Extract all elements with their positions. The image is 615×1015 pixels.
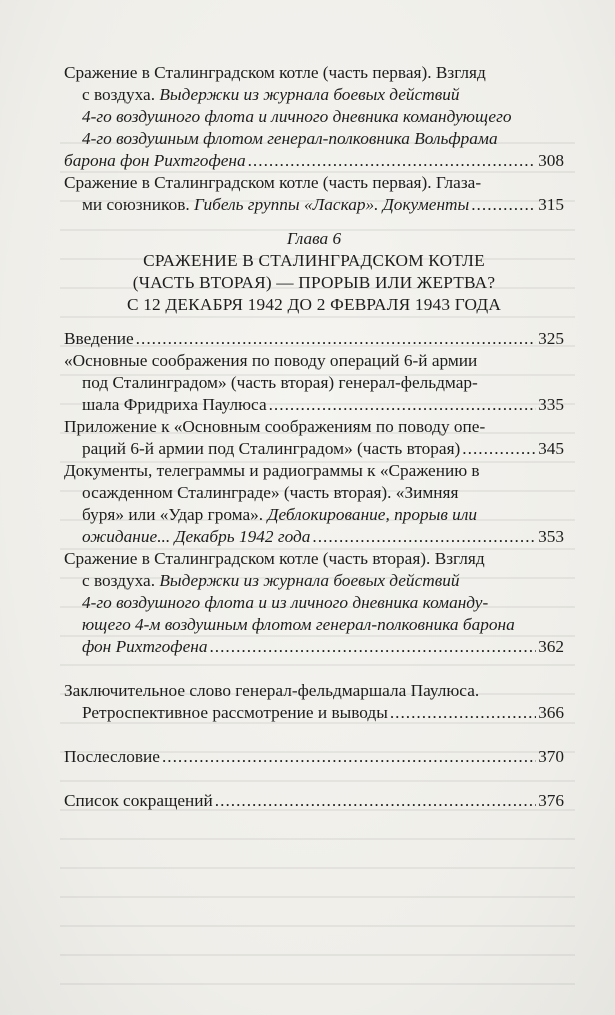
toc-entry-title xyxy=(82,636,207,658)
toc-entry[interactable] xyxy=(64,416,564,460)
toc-entry-line xyxy=(64,106,564,128)
toc-text: Выдержки из журнала боевых действий xyxy=(159,85,460,104)
toc-entry-title xyxy=(82,438,460,460)
toc-entry[interactable] xyxy=(64,790,564,812)
toc-text: под Сталинградом» (часть вторая) генерал-фельдмар- xyxy=(82,373,478,392)
page-number: 345 xyxy=(538,439,564,458)
toc-text: ющего 4-м воздушным флотом генерал-полковника барона xyxy=(82,615,515,634)
toc-text: буря» или «Удар грома». xyxy=(82,505,268,524)
toc-entry-line xyxy=(64,350,564,372)
toc-text: Ретроспективное рассмотрение и выводы xyxy=(82,703,388,722)
dot-leader xyxy=(269,394,536,416)
toc-entry-title xyxy=(82,194,469,216)
toc-text: 4-го воздушного флота и из личного дневника команду- xyxy=(82,593,489,612)
toc-entry-title xyxy=(64,150,246,172)
toc-entries-before-chapter xyxy=(64,62,564,216)
toc-text: раций 6-й армии под Сталинградом» (часть вторая) xyxy=(82,439,461,458)
toc-entry-title xyxy=(64,328,134,350)
dot-leader xyxy=(215,790,536,812)
toc-entry-title xyxy=(82,394,267,416)
toc-entry-leader-line xyxy=(64,438,564,460)
toc-entry[interactable] xyxy=(64,350,564,416)
page-number: 353 xyxy=(538,527,564,546)
dot-leader xyxy=(248,150,536,172)
dot-leader xyxy=(471,194,536,216)
page-number: 366 xyxy=(538,703,564,722)
toc-entry-leader-line xyxy=(64,394,564,416)
toc-text: Сражение в Сталинградском котле (часть вторая). Взгляд xyxy=(64,549,485,568)
toc-entry-title xyxy=(64,790,213,812)
toc-entry-leader-line xyxy=(64,328,564,350)
toc-text: ми союзников. xyxy=(82,195,195,214)
table-of-contents xyxy=(64,62,564,812)
dot-leader xyxy=(312,526,536,548)
toc-entry-line xyxy=(64,592,564,614)
toc-entry-line xyxy=(64,614,564,636)
toc-text: Сражение в Сталинградском котле (часть первая). Глаза- xyxy=(64,173,482,192)
page-number: 315 xyxy=(538,195,564,214)
toc-entry-line xyxy=(64,482,564,504)
toc-entry-leader-line xyxy=(64,636,564,658)
toc-text: Заключительное слово генерал-фельдмаршала Паулюса. xyxy=(64,681,480,700)
toc-entry-line xyxy=(64,372,564,394)
toc-entry-leader-line xyxy=(64,746,564,768)
toc-entry-line xyxy=(64,172,564,194)
toc-entry-title xyxy=(82,702,388,724)
toc-entry[interactable] xyxy=(64,172,564,216)
toc-entry[interactable] xyxy=(64,680,564,724)
toc-entry-line xyxy=(64,570,564,592)
page-number: 325 xyxy=(538,329,564,348)
toc-text: Приложение к «Основным соображениям по поводу опе- xyxy=(64,417,486,436)
toc-entry-leader-line xyxy=(64,702,564,724)
toc-text: с воздуха. xyxy=(82,85,160,104)
dot-leader xyxy=(462,438,536,460)
toc-text: Сражение в Сталинградском котле (часть первая). Взгляд xyxy=(64,63,486,82)
toc-entries-after-chapter xyxy=(64,328,564,812)
page-number: 376 xyxy=(538,791,564,810)
toc-entry-leader-line xyxy=(64,526,564,548)
toc-entry[interactable] xyxy=(64,548,564,658)
dot-leader xyxy=(162,746,536,768)
toc-entry[interactable] xyxy=(64,746,564,768)
page-number: 362 xyxy=(538,637,564,656)
toc-text: шала Фридриха Паулюса xyxy=(82,395,267,414)
chapter-title xyxy=(64,250,564,316)
toc-entry-leader-line xyxy=(64,790,564,812)
toc-text: Деблокирование, прорыв или xyxy=(267,505,477,524)
toc-text: «Основные соображения по поводу операций 6-й армии xyxy=(64,351,478,370)
toc-text: Выдержки из журнала боевых действий xyxy=(159,571,460,590)
toc-text: фон Рихтгофена xyxy=(82,637,208,656)
toc-entry-leader-line xyxy=(64,150,564,172)
toc-entry-line xyxy=(64,62,564,84)
toc-text: Послесловие xyxy=(64,747,160,766)
toc-entry[interactable] xyxy=(64,328,564,350)
toc-entry-leader-line xyxy=(64,194,564,216)
toc-entry[interactable] xyxy=(64,62,564,172)
toc-text: Введение xyxy=(64,329,134,348)
toc-entry-line xyxy=(64,504,564,526)
chapter-title-line: С 12 ДЕКАБРЯ 1942 ДО 2 ФЕВРАЛЯ 1943 ГОДА xyxy=(126,295,502,314)
toc-text: осажденном Сталинграде» (часть вторая). «Зимняя xyxy=(82,483,459,502)
dot-leader xyxy=(209,636,536,658)
toc-entry-title xyxy=(82,526,310,548)
page-number: 370 xyxy=(538,747,564,766)
page-number: 335 xyxy=(538,395,564,414)
toc-text: ожидание... Декабрь 1942 года xyxy=(82,527,311,546)
toc-text: 4-го воздушного флота и личного дневника командующего xyxy=(82,107,512,126)
toc-entry[interactable] xyxy=(64,460,564,548)
toc-entry-line xyxy=(64,84,564,106)
dot-leader xyxy=(390,702,536,724)
toc-text: с воздуха. xyxy=(82,571,160,590)
chapter-title-line: СРАЖЕНИЕ В СТАЛИНГРАДСКОМ КОТЛЕ xyxy=(143,251,485,270)
toc-entry-line xyxy=(64,416,564,438)
toc-text: Документы, телеграммы и радиограммы к «Сражению в xyxy=(64,461,480,480)
toc-text: Гибель группы «Ласкар». Документы xyxy=(194,195,470,214)
chapter-title-line: (ЧАСТЬ ВТОРАЯ) — ПРОРЫВ ИЛИ ЖЕРТВА? xyxy=(132,273,496,292)
chapter-label: Глава 6 xyxy=(286,229,342,248)
toc-entry-line xyxy=(64,460,564,482)
toc-text: барона фон Рихтгофена xyxy=(64,151,246,170)
toc-entry-line xyxy=(64,128,564,150)
toc-entry-title xyxy=(64,746,160,768)
toc-entry-line xyxy=(64,680,564,702)
toc-entry-line xyxy=(64,548,564,570)
dot-leader xyxy=(136,328,536,350)
toc-text: 4-го воздушным флотом генерал-полковника Вольфрама xyxy=(82,129,498,148)
toc-text: Список сокращений xyxy=(64,791,213,810)
page-number: 308 xyxy=(538,151,564,170)
